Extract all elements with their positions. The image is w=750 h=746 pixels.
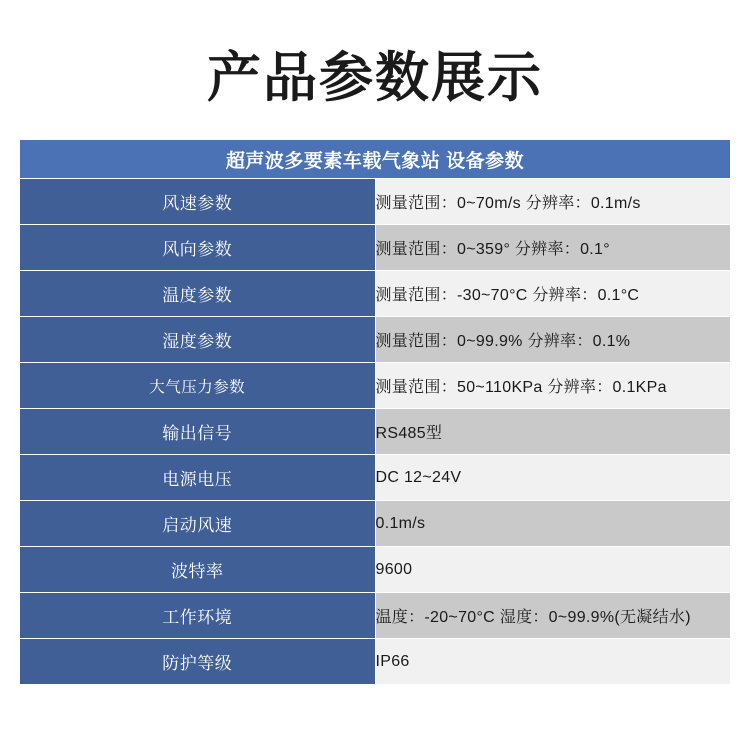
value-text: IP66 bbox=[375, 652, 410, 670]
value-text: 测量范围：0~359° 分辨率：0.1° bbox=[375, 241, 610, 259]
value-text: 9600 bbox=[375, 560, 413, 578]
value-text: 测量范围：50~110KPa 分辨率：0.1KPa bbox=[375, 379, 667, 397]
row-value-wind-speed bbox=[375, 179, 731, 225]
row-value-air-pressure bbox=[375, 363, 731, 409]
row-value-working-environment bbox=[375, 593, 731, 639]
table-row bbox=[20, 271, 731, 317]
table-row bbox=[20, 317, 731, 363]
row-label-start-wind-speed: 启动风速 bbox=[20, 501, 376, 547]
row-label-output-signal: 输出信号 bbox=[20, 409, 376, 455]
row-label-wind-speed: 风速参数 bbox=[20, 179, 376, 225]
table-row bbox=[20, 455, 731, 501]
row-value-humidity bbox=[375, 317, 731, 363]
table-header-title: 超声波多要素车载气象站 设备参数 bbox=[20, 140, 731, 179]
value-text: 0.1m/s bbox=[375, 514, 426, 532]
table-header-row bbox=[20, 140, 731, 179]
row-label-protection-level: 防护等级 bbox=[20, 639, 376, 685]
row-label-temperature: 温度参数 bbox=[20, 271, 376, 317]
row-value-power-voltage bbox=[375, 455, 731, 501]
value-text: 测量范围：0~99.9% 分辨率：0.1% bbox=[375, 333, 631, 351]
value-text: 测量范围：-30~70°C 分辨率：0.1°C bbox=[375, 287, 640, 305]
table-body bbox=[20, 140, 731, 685]
row-label-power-voltage: 电源电压 bbox=[20, 455, 376, 501]
row-label-humidity: 湿度参数 bbox=[20, 317, 376, 363]
table-row bbox=[20, 501, 731, 547]
row-value-start-wind-speed bbox=[375, 501, 731, 547]
row-value-protection-level bbox=[375, 639, 731, 685]
row-label-baud-rate: 波特率 bbox=[20, 547, 376, 593]
row-label-air-pressure: 大气压力参数 bbox=[20, 363, 376, 409]
row-value-output-signal bbox=[375, 409, 731, 455]
value-text: 测量范围：0~70m/s 分辨率：0.1m/s bbox=[375, 195, 641, 213]
table-row bbox=[20, 179, 731, 225]
table-row bbox=[20, 225, 731, 271]
value-text: 温度：-20~70°C 湿度：0~99.9%(无凝结水) bbox=[375, 609, 691, 627]
row-value-temperature bbox=[375, 271, 731, 317]
table-row bbox=[20, 363, 731, 409]
row-label-working-environment: 工作环境 bbox=[20, 593, 376, 639]
table-row bbox=[20, 593, 731, 639]
value-text: DC 12~24V bbox=[375, 468, 462, 486]
table-row bbox=[20, 639, 731, 685]
table-row bbox=[20, 409, 731, 455]
row-value-wind-direction bbox=[375, 225, 731, 271]
row-value-baud-rate bbox=[375, 547, 731, 593]
value-text: RS485型 bbox=[375, 425, 443, 443]
specifications-table bbox=[19, 139, 731, 685]
page-title: 产品参数展示 bbox=[207, 46, 543, 109]
row-label-wind-direction: 风向参数 bbox=[20, 225, 376, 271]
table-row bbox=[20, 547, 731, 593]
